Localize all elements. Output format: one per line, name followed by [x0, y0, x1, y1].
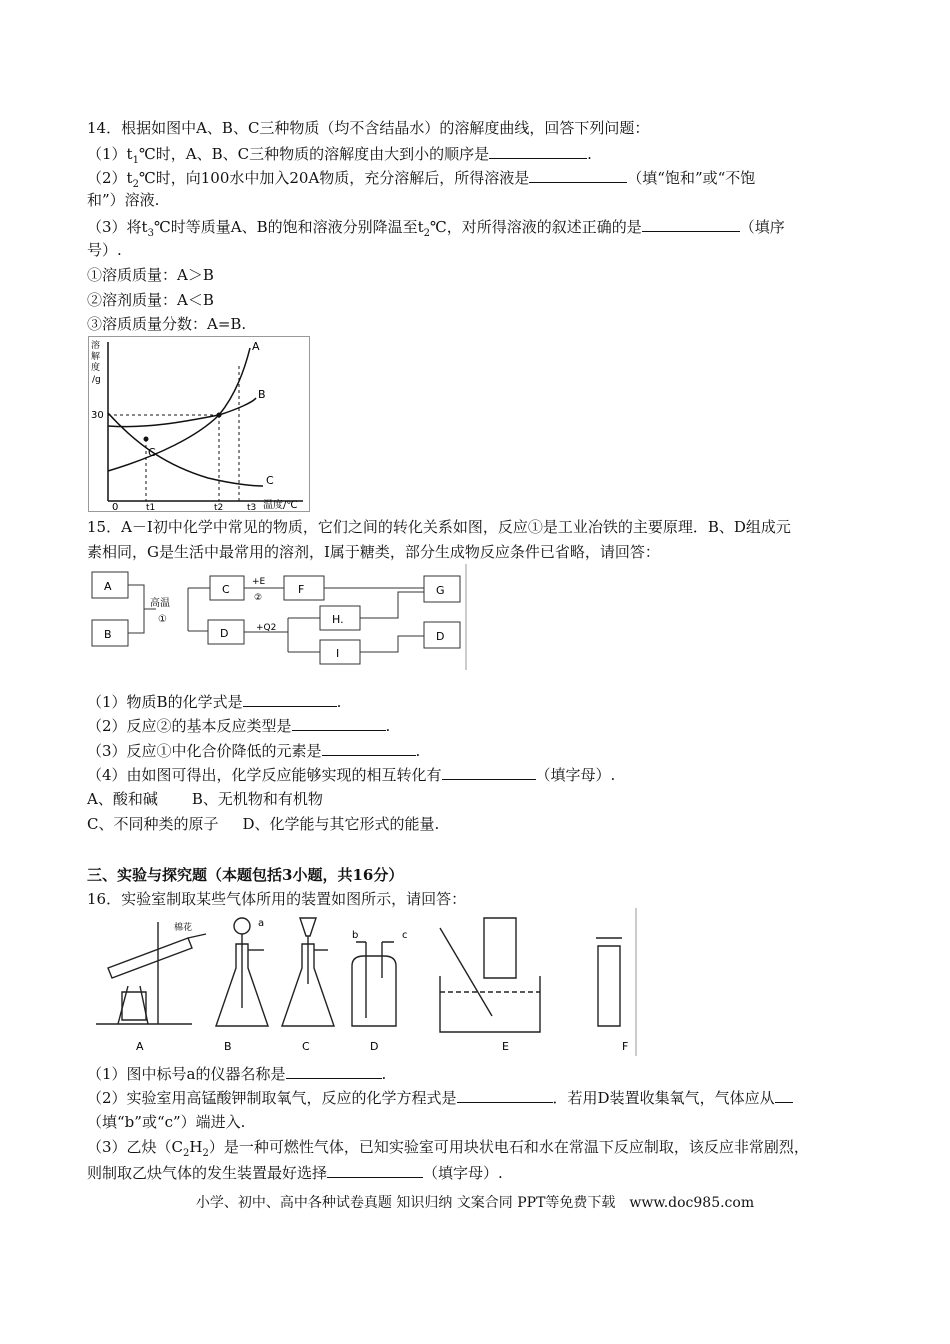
curve-a	[108, 348, 250, 471]
y-axis-label-4: /g	[92, 375, 101, 385]
apparatus-e-label: E	[502, 1040, 509, 1053]
point-c-label: C	[148, 446, 156, 459]
label-b: b	[352, 930, 359, 941]
y-axis-label-2: 解	[91, 352, 101, 362]
answer-blank[interactable]	[457, 1086, 553, 1103]
curve-c	[108, 413, 263, 486]
origin-label: 0	[112, 502, 119, 512]
box-g-label: G	[436, 584, 445, 597]
box-h-label: H.	[332, 613, 344, 626]
solubility-curve-figure	[88, 336, 310, 512]
trough	[440, 976, 540, 1032]
q15-stem-2: 素相同，G是生活中最常用的溶剂，I属于糖类，部分生成物反应条件已省略，请回答：	[87, 543, 660, 561]
q15-options-row-1: A、酸和碱 B、无机物和有机物	[87, 790, 323, 808]
conversion-flow-diagram	[88, 564, 468, 670]
section-3-title: 三、实验与探究题（本题包括3小题，共16分）	[87, 866, 404, 884]
cond-2-top: +E	[252, 577, 266, 587]
q16-part2: （2）实验室用高锰酸钾制取氧气，反应的化学方程式是 ．若用D装置收集氧气，气体应从	[87, 1086, 793, 1109]
curve-b-label: B	[258, 388, 266, 401]
x-axis-label: 温度/℃	[263, 500, 298, 511]
q14-option-3: ③溶质质量分数：A=B.	[87, 315, 247, 333]
box-i	[320, 640, 360, 664]
answer-blank[interactable]	[292, 714, 386, 731]
box-d-label: D	[220, 627, 229, 640]
q15-options-row-2: C、不同种类的原子 D、化学能与其它形式的能量.	[87, 815, 440, 833]
q16-part1: （1）图中标号a的仪器名称是 .	[87, 1062, 386, 1085]
y-axis-label-1: 溶	[91, 341, 101, 351]
answer-blank[interactable]	[529, 166, 627, 183]
curve-a-label: A	[252, 340, 260, 353]
q15-part4: （4）由如图可得出，化学反应能够实现的相互转化有 （填字母）.	[87, 763, 615, 786]
x-tick-t3: t3	[247, 503, 257, 512]
answer-blank[interactable]	[327, 1161, 423, 1178]
cond-1-bottom: ①	[158, 614, 167, 625]
test-tube	[108, 938, 192, 978]
q16-part3-cont: 则制取乙炔气体的发生装置最好选择 （填字母）.	[87, 1161, 503, 1184]
intersection-t2	[217, 413, 222, 418]
apparatus-b-label: B	[224, 1040, 232, 1053]
answer-blank[interactable]	[442, 763, 536, 780]
x-tick-t2: t2	[214, 503, 224, 512]
box-c-label: C	[222, 583, 230, 596]
q14-option-2: ②溶剂质量：A＜B	[87, 291, 214, 309]
q14-stem: 14．根据如图中A、B、C三种物质（均不含结晶水）的溶解度曲线，回答下列问题：	[87, 119, 650, 137]
page-footer: 小学、初中、高中各种试卷真题 知识归纳 文案合同 PPT等免费下载 www.doc985.com	[195, 1195, 755, 1211]
x-tick-t1: t1	[146, 503, 156, 512]
inverted-bottle	[484, 918, 516, 978]
bottle-f	[598, 946, 620, 1026]
cotton-label: 棉花	[174, 923, 193, 933]
box-i-label: I	[336, 647, 340, 660]
q15-part3: （3）反应①中化合价降低的元素是 .	[87, 739, 420, 762]
q15-part2: （2）反应②的基本反应类型是 .	[87, 714, 390, 737]
q14-part3: （3）将$t_3℃$时等质量A、B的饱和溶液分别降温至$t_2℃$，对所得溶液的叙述正确的是 （填序	[87, 215, 785, 245]
apparatus-f-label: F	[622, 1040, 629, 1053]
label-c: c	[402, 930, 408, 941]
answer-blank[interactable]	[489, 142, 587, 159]
lab-apparatus-figure	[88, 908, 638, 1056]
apparatus-c-label: C	[302, 1040, 310, 1053]
q15-part1: （1）物质B的化学式是 .	[87, 690, 341, 713]
intersection-t1	[144, 437, 149, 442]
answer-blank[interactable]	[286, 1062, 382, 1079]
q14-part3-cont: 号）.	[87, 241, 122, 259]
q16-part3: （3）乙炔$(C_2H_2)$是一种可燃性气体，已知实验室可用块状电石和水在常温下反应制取，该反应非常剧烈，	[87, 1138, 809, 1159]
cond-2-bottom: ②	[254, 593, 263, 603]
box-a-label: A	[104, 580, 112, 593]
answer-blank[interactable]	[322, 739, 416, 756]
apparatus-d-label: D	[370, 1040, 379, 1053]
box-d2-label: D	[436, 630, 445, 643]
q15-stem-1: 15．A－I初中化学中常见的物质，它们之间的转化关系如图，反应①是工业冶铁的主要原理．B、D组成元	[87, 518, 791, 536]
q14-part2-cont: 和”）溶液.	[87, 191, 160, 209]
q14-option-1: ①溶质质量：A＞B	[87, 266, 214, 284]
q14-part2: $(2)t_2℃$时，向100水中加入20A物质，充分溶解后，所得溶液是 （填“饱和”或“不饱	[87, 166, 755, 196]
y-axis-label-3: 度	[91, 363, 101, 373]
cond-1-top: 高温	[150, 598, 170, 609]
curve-c-label: C	[266, 474, 274, 487]
q16-stem: 16．实验室制取某些气体所用的装置如图所示，请回答：	[87, 890, 467, 908]
box-b-label: B	[104, 628, 112, 641]
curve-b	[108, 398, 256, 427]
bottle-d	[352, 956, 396, 1026]
answer-blank[interactable]	[243, 690, 337, 707]
box-f-label: F	[298, 583, 305, 596]
y-tick-30: 30	[91, 410, 104, 421]
q14-part1: $(1)t_1℃$时，A、B、C三种物质的溶解度由大到小的顺序是 .	[87, 142, 592, 172]
answer-blank[interactable]	[775, 1086, 793, 1103]
answer-blank[interactable]	[642, 215, 740, 232]
q16-part2-cont: （填“b”或“c”）端进入.	[87, 1113, 246, 1131]
apparatus-a-label: A	[136, 1040, 144, 1053]
cond-3: +Q2	[256, 623, 277, 633]
label-a: a	[258, 918, 265, 929]
